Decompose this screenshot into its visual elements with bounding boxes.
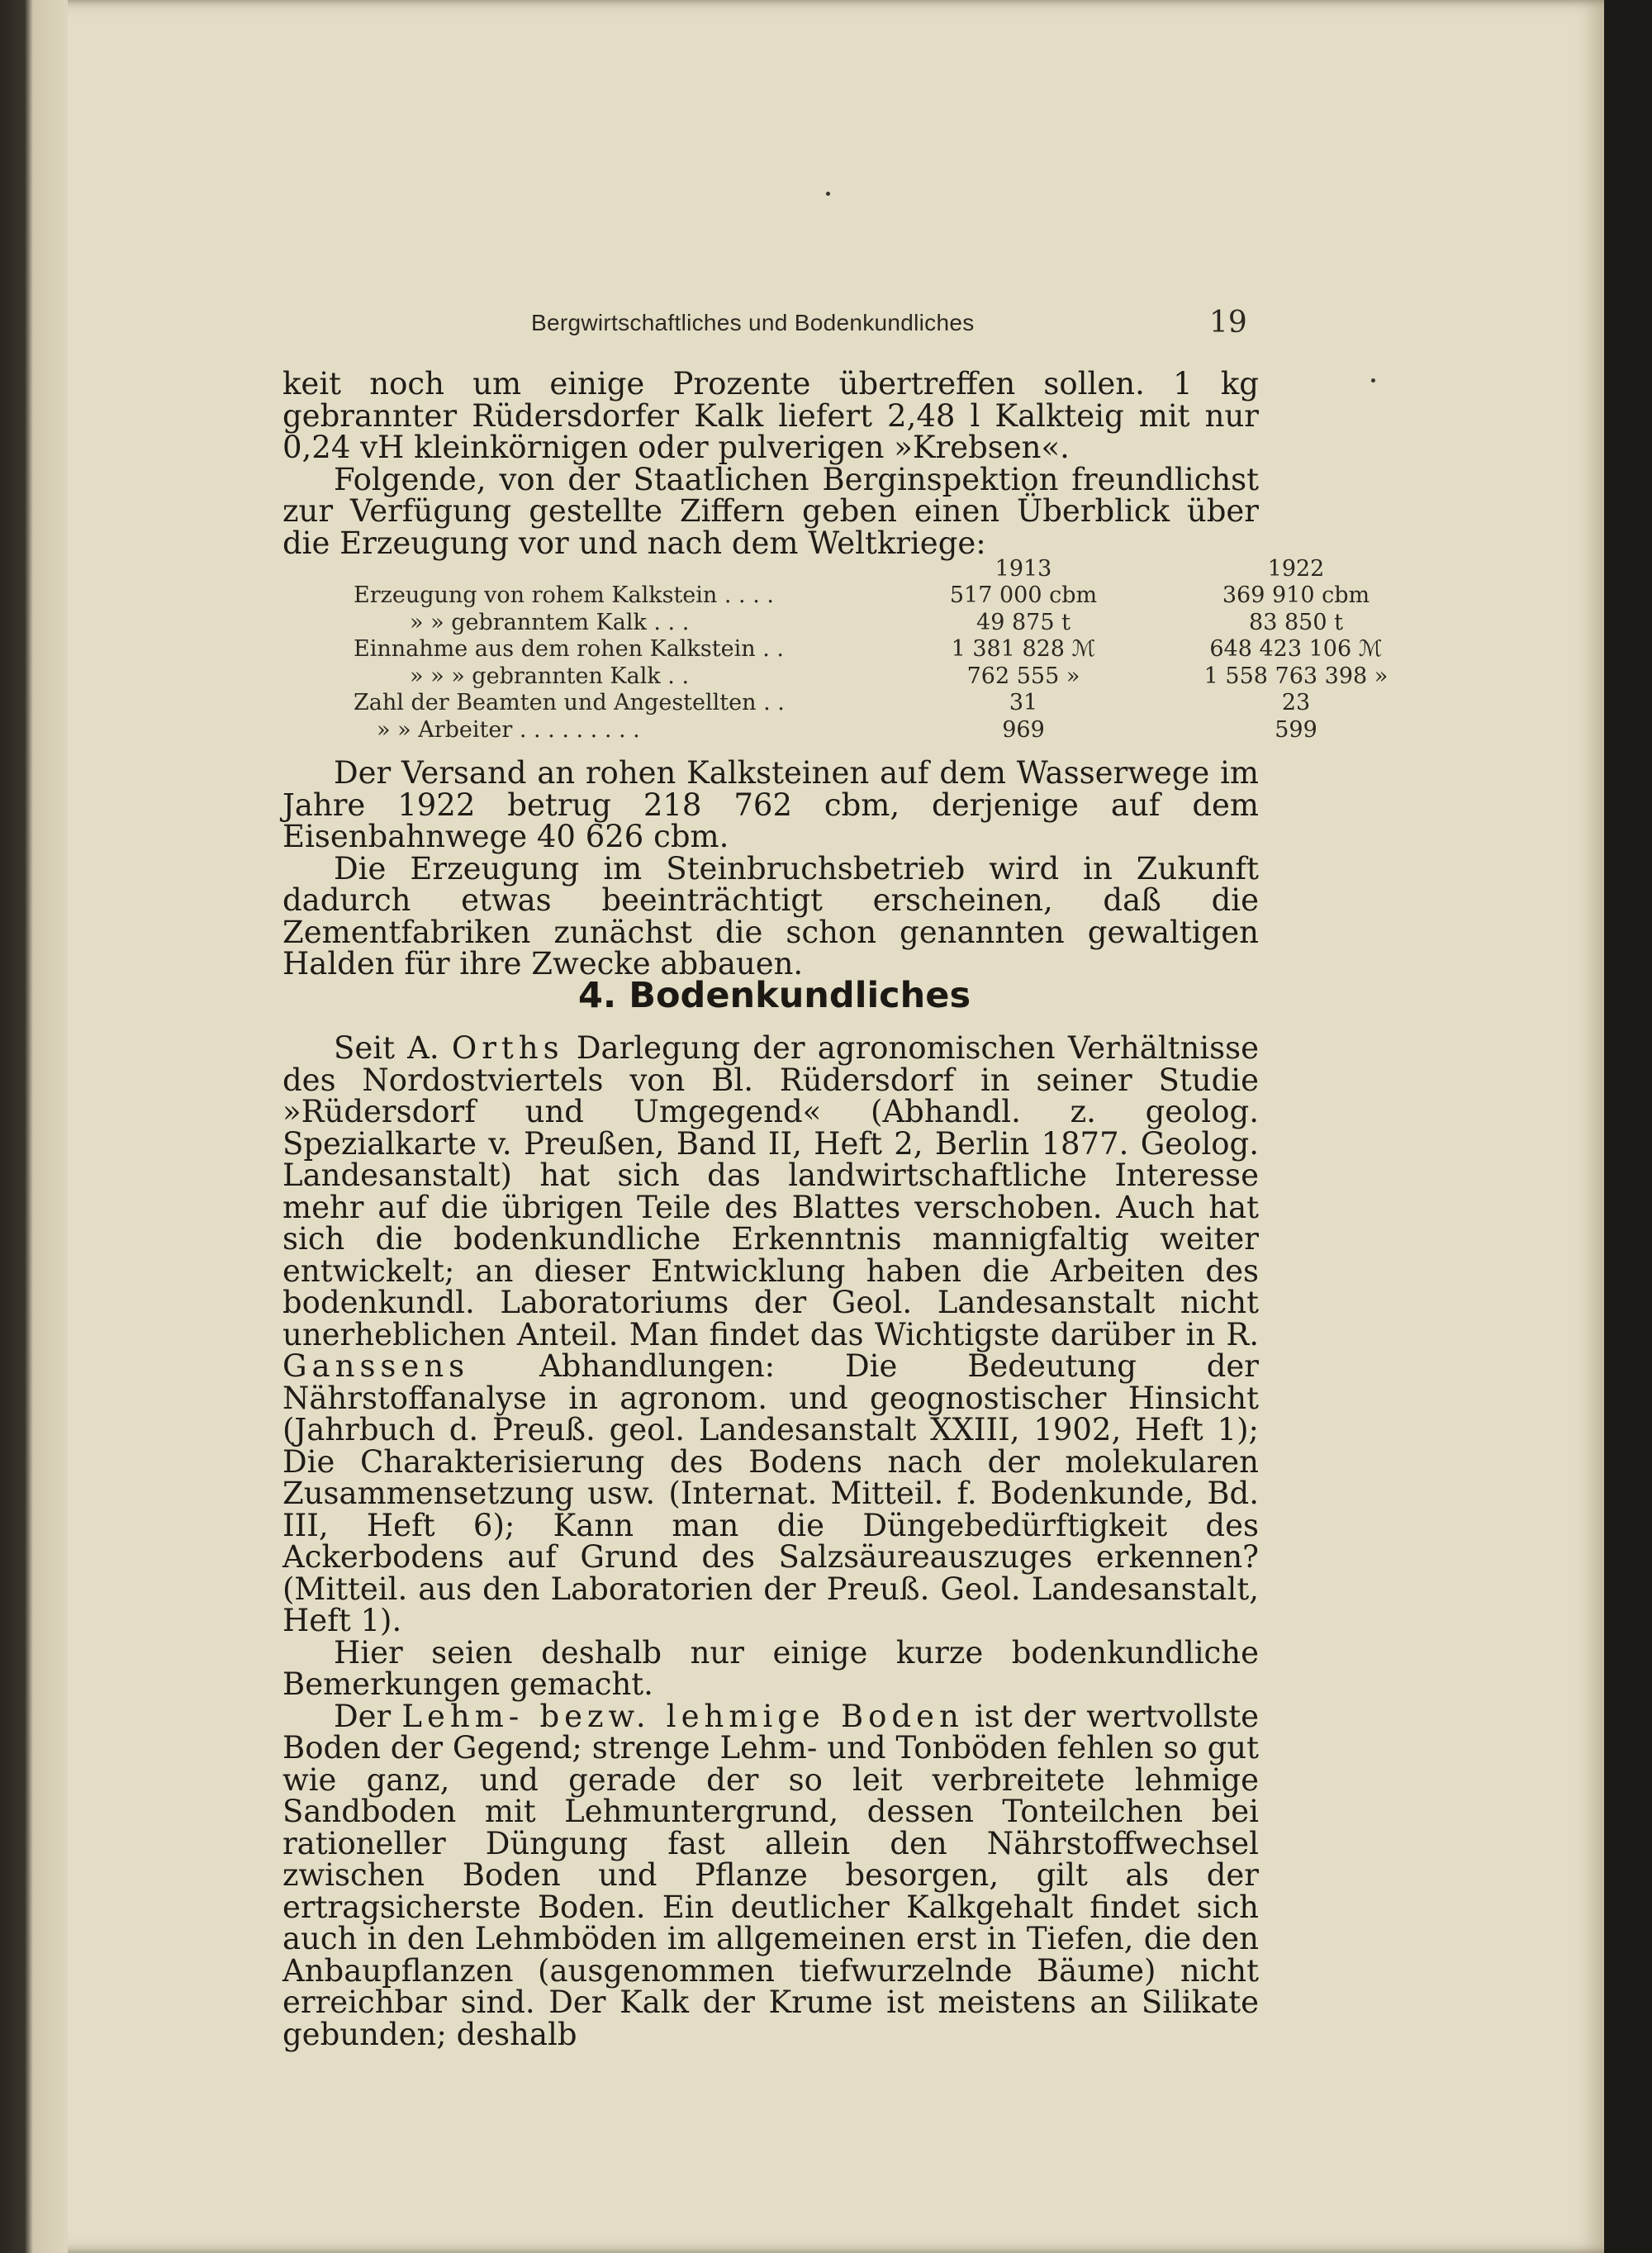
table-header-row <box>354 555 1432 582</box>
row-label: » » Arbeiter . . . . . . . . . <box>377 716 640 743</box>
running-head: Bergwirtschaftliches und Bodenkundliches <box>531 310 975 335</box>
row-value-1913: 49 875 t <box>976 609 1070 635</box>
page-gutter <box>0 0 68 2253</box>
paragraph-orth <box>282 1030 1259 1638</box>
lehm-body: ist der wertvollste Boden der Gegend; strenge Lehm- und Tonböden fehlen so gut wie ganz, und gerade der so leit verbreitete lehmige Sandboden mit Lehmuntergrund, dessen Tonteilchen bei rationeller Düngung fast allein den Nährstoffwechsel zwischen Boden und Pflanze besorgen, gilt als der ertragsicherste Boden. Ein deutlicher Kalkgehalt findet sich auch in den Lehmböden im allgemeinen erst in Tiefen, die den Anbaupflanzen (ausgenommen tiefwurzelnde Bäume) nicht erreichbar sind. Der Kalk der Krume ist meistens an Silikate gebunden; deshalb <box>282 1698 1260 2052</box>
paper-speck <box>1371 378 1375 383</box>
lehm-pre: Der <box>334 1698 392 1734</box>
row-value-1913: 31 <box>1009 690 1038 716</box>
production-table <box>354 555 1432 744</box>
table-row <box>354 636 1432 663</box>
row-value-1922: 369 910 cbm <box>1222 582 1370 609</box>
paragraph-versand: Der Versand an rohen Kalksteinen auf dem Wasserwege im Jahre 1922 betrug 218 762 cbm, derjenige auf dem Eisenbahnwege 40 626 cbm. <box>282 755 1259 854</box>
paragraph-hier: Hier seien deshalb nur einige kurze bodenkundliche Bemerkungen gemacht. <box>282 1634 1259 1702</box>
row-value-1922: 648 423 106 ℳ <box>1209 636 1383 663</box>
row-value-1913: 517 000 cbm <box>949 582 1098 609</box>
row-value-1922: 599 <box>1275 716 1317 743</box>
paragraph-continuation: keit noch um einige Prozente übertreffen sollen. 1 kg gebrannter Rüdersdorfer Kalk liefert 2,48 l Kalkteig mit nur 0,24 vH kleinkörnigen oder pulverigen »Krebsen«. <box>282 366 1259 465</box>
row-label: Zahl der Beamten und Angestellten . . <box>354 690 785 716</box>
row-label: Erzeugung von rohem Kalkstein . . . . <box>354 582 774 609</box>
table-header-1913: 1913 <box>995 555 1052 582</box>
row-value-1922: 23 <box>1281 690 1311 716</box>
author-name-orth: Orths <box>451 1030 564 1066</box>
paragraph-erzeugung: Die Erzeugung im Steinbruchsbetrieb wird in Zukunft dadurch etwas beeinträchtigt erscheinen, daß die Zementfabriken zunächst die schon genannten gewaltigen Halden für ihre Zwecke abbauen. <box>282 850 1259 982</box>
page-number: 19 <box>1209 306 1247 340</box>
row-label: » » » gebrannten Kalk . . <box>410 663 690 689</box>
row-label: Einnahme aus dem rohen Kalkstein . . <box>354 636 784 663</box>
row-value-1922: 1 558 763 398 » <box>1203 663 1389 689</box>
author-name-ganssen: Ganssens <box>282 1348 470 1384</box>
row-value-1913: 969 <box>1002 716 1045 743</box>
paragraph-lehm <box>282 1698 1260 2052</box>
text-block-bottom <box>282 1030 1260 2052</box>
text-block-middle <box>282 755 1259 982</box>
text-block-top <box>282 368 1259 559</box>
row-value-1922: 83 850 t <box>1249 609 1343 635</box>
table-header-1922: 1922 <box>1267 555 1325 582</box>
table-row <box>354 690 1432 717</box>
orth-pre: Seit A. <box>334 1030 439 1066</box>
table-row <box>354 609 1432 636</box>
row-label: » » gebranntem Kalk . . . <box>410 609 690 635</box>
paper-speck <box>826 192 830 196</box>
row-value-1913: 762 555 » <box>966 663 1080 689</box>
spaced-term-lehm: Lehm- bezw. lehmige Boden <box>401 1698 964 1734</box>
paragraph-intro-table: Folgende, von der Staatlichen Berginspektion freundlichst zur Verfügung gestellte Ziffern geben einen Überblick über die Erzeugung vor und nach dem Weltkriege: <box>282 461 1259 561</box>
table-row <box>354 716 1432 744</box>
orth-body: Darlegung der agronomischen Verhältnisse des Nordostviertels von Bl. Rüdersdorf in seiner Studie »Rüdersdorf und Umgegend« (Abhandl. z. geolog. Spezialkarte v. Preußen, Band II, Heft 2, Berlin 1877. Geolog. Landesanstalt) hat sich das landwirtschaftliche Interesse mehr auf die übrigen Teile des Blattes verschoben. Auch hat sich die bodenkundliche Erkenntnis mannigfaltig weiter entwickelt; an dieser Entwicklung haben die Arbeiten des bodenkundl. Laboratoriums der Geol. Landesanstalt nicht unerheblichen Anteil. Man findet das Wichtigste darüber in R. <box>282 1030 1259 1352</box>
section-heading: 4. Bodenkundliches <box>578 975 971 1016</box>
table-row <box>354 582 1432 610</box>
row-value-1913: 1 381 828 ℳ <box>951 636 1096 663</box>
orth-body-2: Abhandlungen: Die Bedeutung der Nährstoffanalyse in agronom. und geognostischer Hinsicht (Jahrbuch d. Preuß. geol. Landesanstalt XXIII, 1902, Heft 1); Die Charakterisierung des Bodens nach der molekularen Zusammensetzung usw. (Internat. Mitteil. f. Bodenkunde, Bd. III, Heft 6); Kann man die Düngebedürftigkeit des Ackerbodens auf Grund des Salzsäureauszuges erkennen? (Mitteil. aus den Laboratorien der Preuß. Geol. Landesanstalt, Heft 1). <box>282 1348 1259 1638</box>
table-row <box>354 663 1432 690</box>
